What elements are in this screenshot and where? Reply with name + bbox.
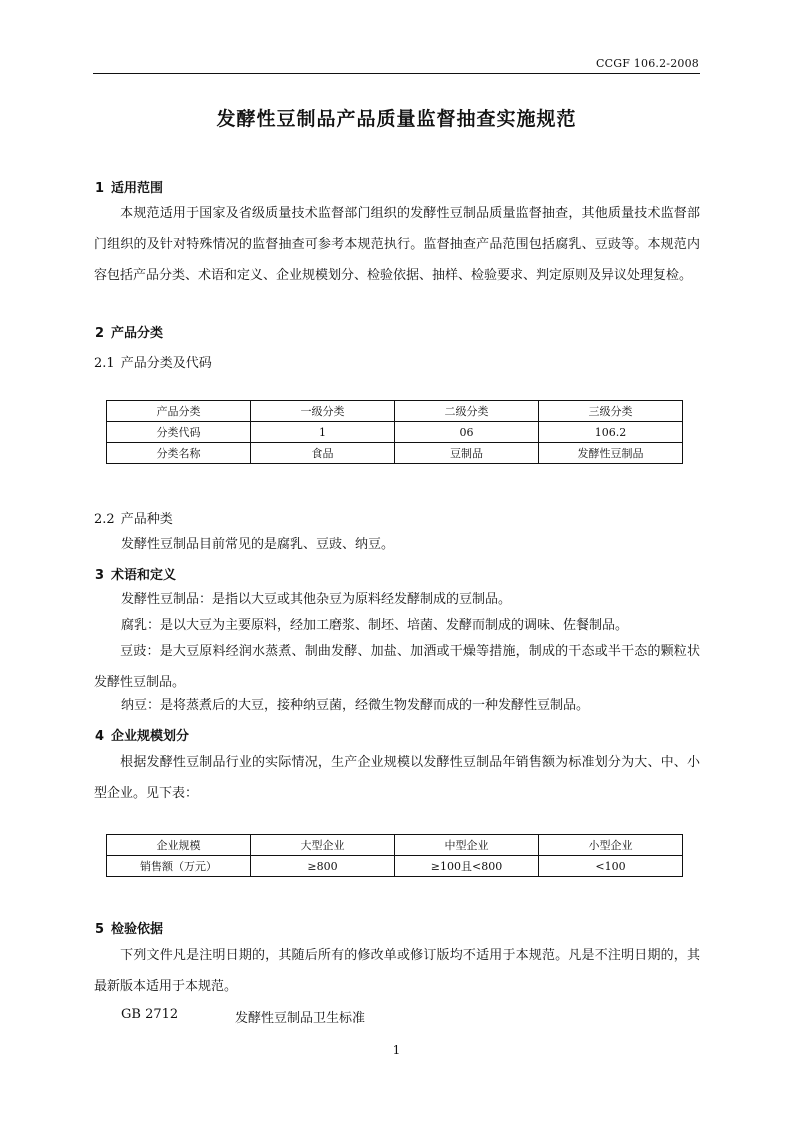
- section-4-heading: [95, 725, 189, 744]
- reference-standard-name: 发酵性豆制品卫生标准: [235, 1011, 366, 1026]
- table-header-cell: 中型企业: [395, 835, 539, 856]
- product-classification-table: [106, 400, 683, 464]
- table-cell: 销售额（万元）: [107, 856, 251, 877]
- table-cell: ≥800: [251, 856, 395, 877]
- definition-douchi: 豆豉：是大豆原料经润水蒸煮、制曲发酵、加盐、加酒或干燥等措施，制成的干态或半干态的颗粒状发酵性豆制品。: [94, 644, 700, 690]
- page-number: 1: [392, 1043, 401, 1057]
- table-row: [107, 443, 683, 464]
- table-cell: 食品: [251, 443, 395, 464]
- section-number: 1: [95, 181, 105, 196]
- subsection-number: 2.1: [94, 356, 115, 371]
- definition-fermented-soy: 发酵性豆制品：是指以大豆或其他杂豆为原料经发酵制成的豆制品。: [121, 592, 512, 607]
- standard-code: CCGF 106.2-2008: [596, 57, 699, 70]
- section-1-heading: [95, 177, 163, 196]
- table-cell: 1: [251, 422, 395, 443]
- enterprise-scale-table: [106, 834, 683, 877]
- table-header-cell: 小型企业: [539, 835, 683, 856]
- table-header-cell: 二级分类: [395, 401, 539, 422]
- table-cell: 豆制品: [395, 443, 539, 464]
- header-rule: [93, 73, 700, 74]
- table-cell: 分类名称: [107, 443, 251, 464]
- table-header-cell: 产品分类: [107, 401, 251, 422]
- section-number: 3: [95, 568, 105, 583]
- section-title: 产品分类: [111, 326, 164, 341]
- table-cell: 106.2: [539, 422, 683, 443]
- product-types-text: 发酵性豆制品目前常见的是腐乳、豆豉、纳豆。: [121, 537, 395, 552]
- document-title: 发酵性豆制品产品质量监督抽查实施规范: [216, 108, 577, 130]
- section-4-paragraph: 根据发酵性豆制品行业的实际情况，生产企业规模以发酵性豆制品年销售额为标准划分为大、中、小型企业。见下表：: [94, 755, 700, 801]
- subsection-title: 产品种类: [120, 512, 173, 527]
- subsection-2-2-heading: [94, 508, 173, 527]
- table-cell: 06: [395, 422, 539, 443]
- section-title: 企业规模划分: [111, 729, 190, 744]
- reference-standard-code: GB 2712: [121, 1007, 179, 1022]
- section-number: 2: [95, 326, 105, 341]
- definition-natto: 纳豆：是将蒸煮后的大豆，接种纳豆菌，经微生物发酵而成的一种发酵性豆制品。: [121, 698, 590, 713]
- section-title: 术语和定义: [111, 568, 177, 583]
- subsection-number: 2.2: [94, 512, 115, 527]
- section-number: 5: [95, 922, 105, 937]
- section-3-heading: [95, 564, 176, 583]
- section-5-heading: [95, 918, 163, 937]
- table-header-cell: 一级分类: [251, 401, 395, 422]
- section-number: 4: [95, 729, 105, 744]
- table-cell: <100: [539, 856, 683, 877]
- table-row: [107, 422, 683, 443]
- section-2-heading: [95, 322, 163, 341]
- table-cell: ≥100且<800: [395, 856, 539, 877]
- subsection-title: 产品分类及代码: [120, 356, 212, 371]
- section-1-paragraph: 本规范适用于国家及省级质量技术监督部门组织的发酵性豆制品质量监督抽查，其他质量技术监督部门组织的及针对特殊情况的监督抽查可参考本规范执行。监督抽查产品范围包括腐乳、豆豉等。本规范内容包括产品分类、术语和定义、企业规模划分、检验依据、抽样、检验要求、判定原则及异议处理复检。: [94, 206, 700, 283]
- table-row: [107, 856, 683, 877]
- section-title: 检验依据: [111, 922, 164, 937]
- subsection-2-1-heading: [94, 352, 212, 371]
- table-header-row: [107, 835, 683, 856]
- table-header-cell: 大型企业: [251, 835, 395, 856]
- table-cell: 发酵性豆制品: [539, 443, 683, 464]
- table-header-cell: 企业规模: [107, 835, 251, 856]
- table-header-cell: 三级分类: [539, 401, 683, 422]
- table-header-row: [107, 401, 683, 422]
- definition-fermented-tofu: 腐乳：是以大豆为主要原料，经加工磨浆、制坯、培菌、发酵而制成的调味、佐餐制品。: [121, 618, 629, 633]
- table-cell: 分类代码: [107, 422, 251, 443]
- section-title: 适用范围: [111, 181, 164, 196]
- section-5-paragraph: 下列文件凡是注明日期的，其随后所有的修改单或修订版均不适用于本规范。凡是不注明日期的，其最新版本适用于本规范。: [94, 948, 700, 994]
